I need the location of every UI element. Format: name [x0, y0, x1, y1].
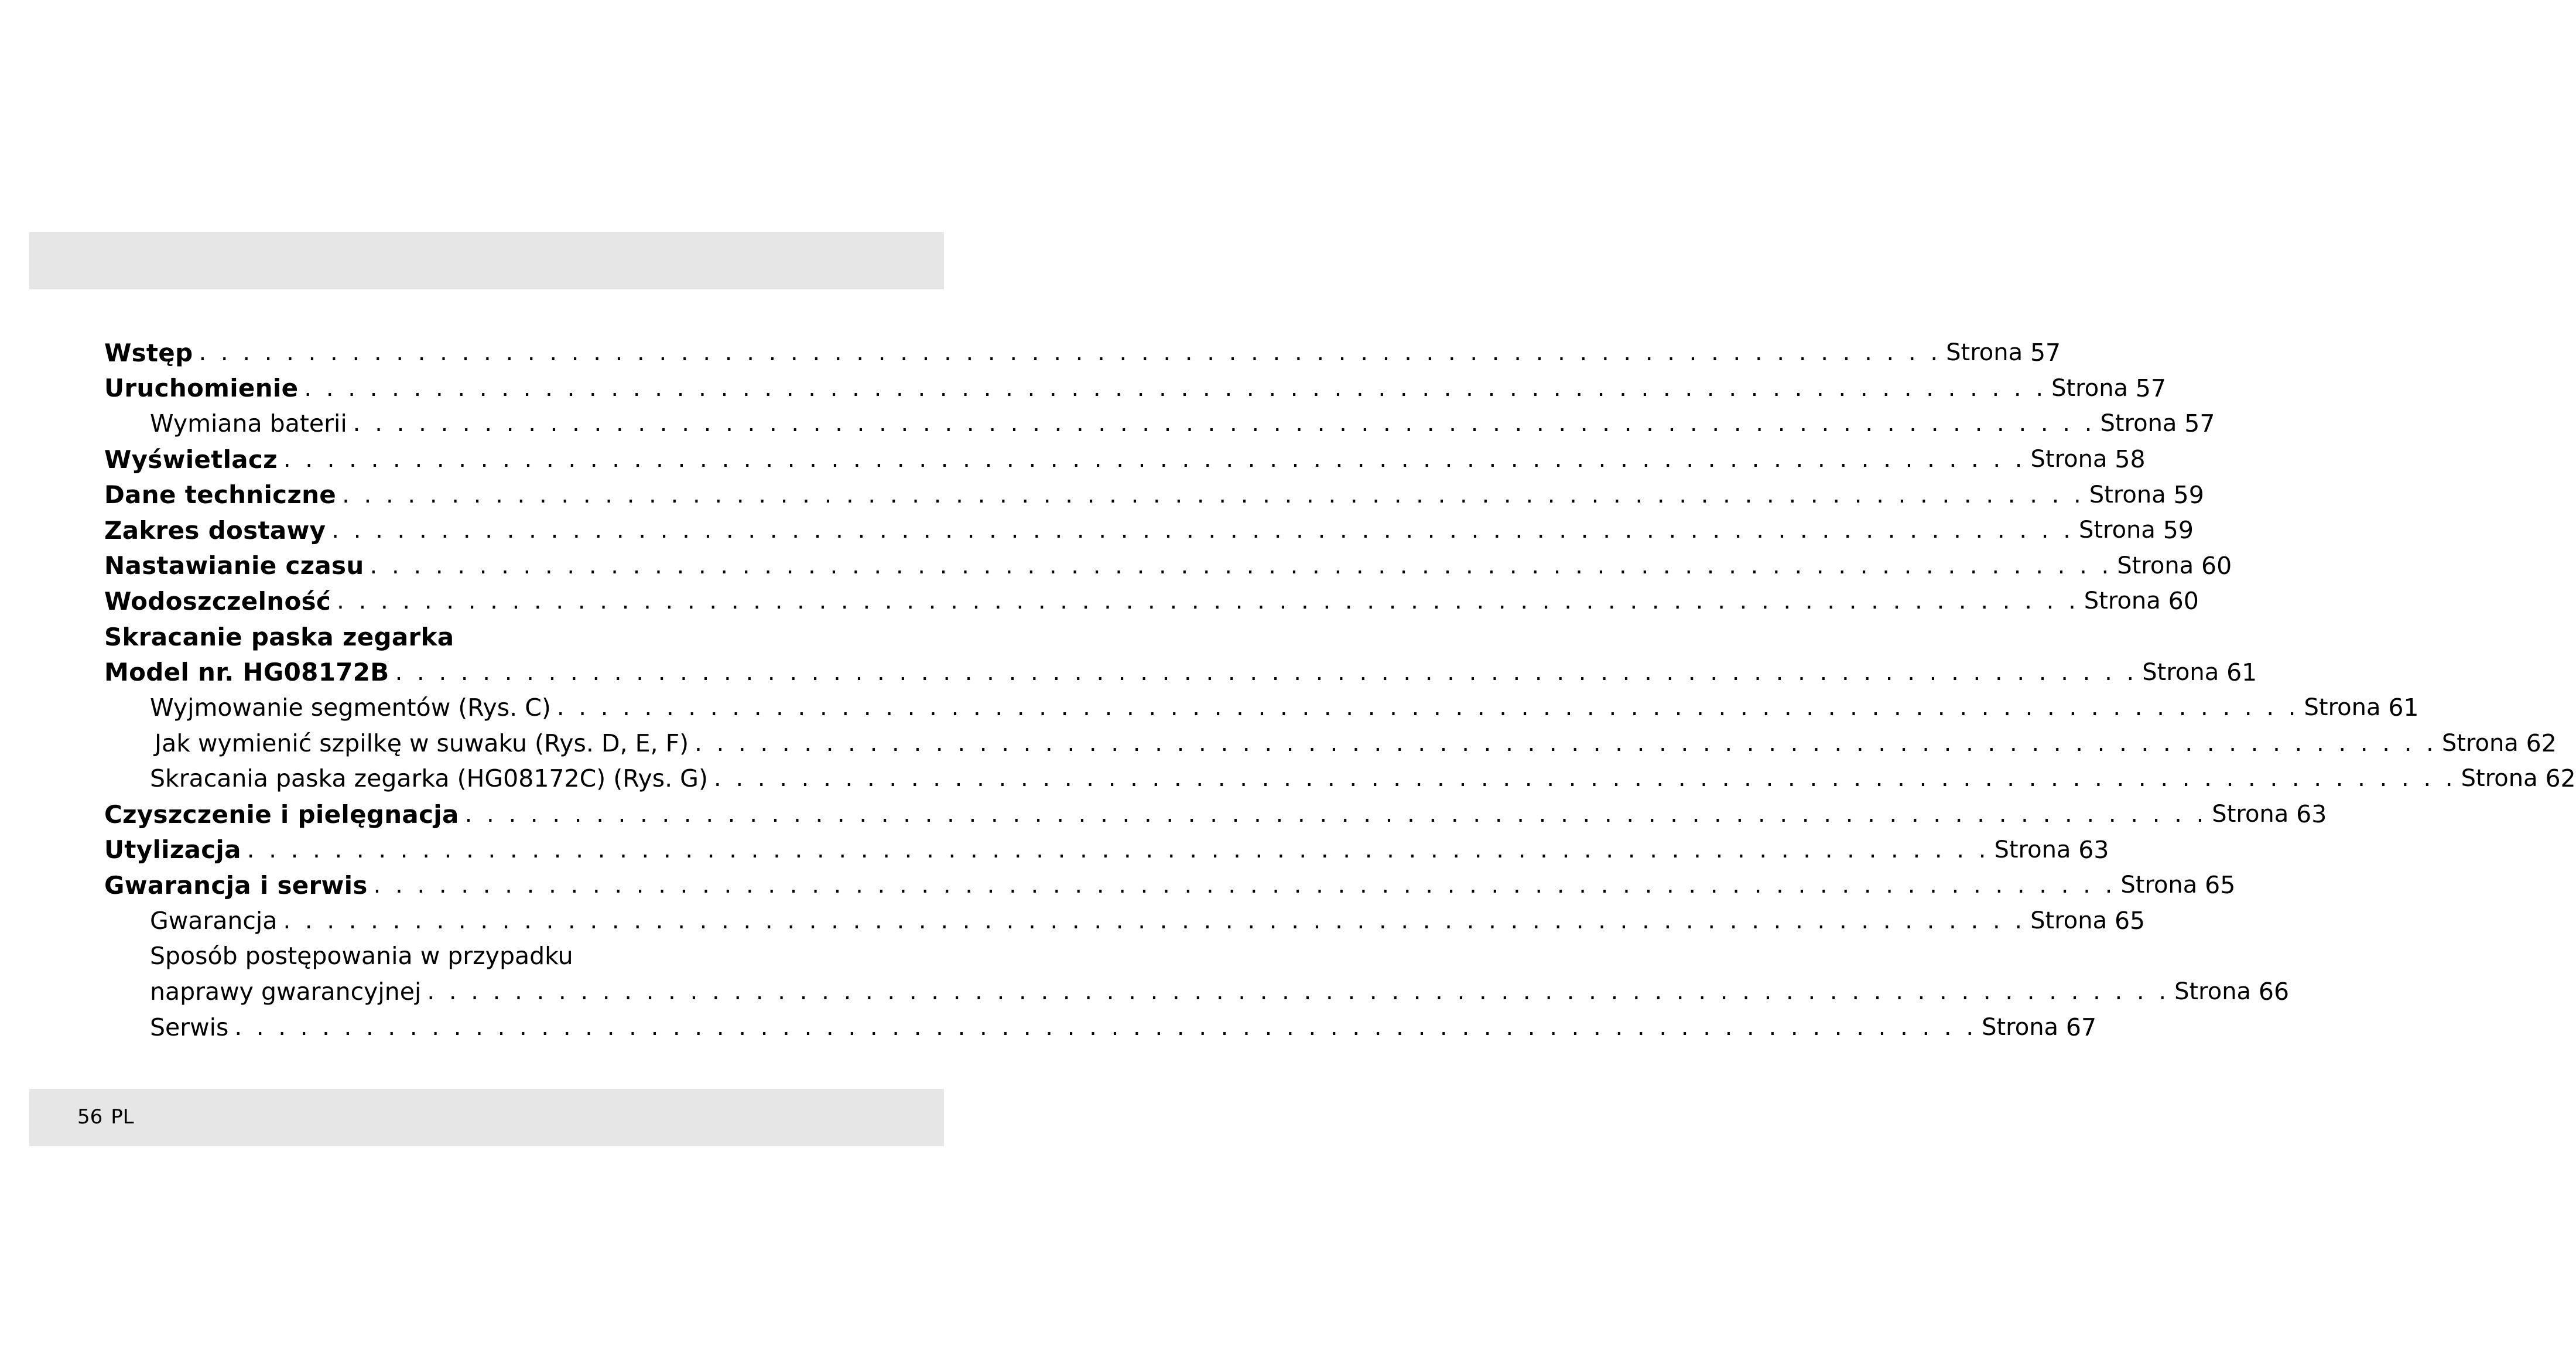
toc-entry-label: Strona	[2142, 658, 2219, 686]
toc-entry-label: Strona	[2084, 587, 2161, 615]
toc-entry-label: Strona	[2030, 907, 2108, 934]
toc-dot-leader: . . . . . . . . . . . . . . . . . . . . . . . . . . . . . . . . . . . . . . . . . . . . . . . . . . . . . . . . . . . . . . . . . . . . . . . . . . . . . . . .	[199, 339, 1942, 367]
toc-entry-title: Serwis	[150, 1013, 229, 1041]
toc-entry-label: Strona	[2100, 410, 2177, 438]
toc-entry-page: 57	[2184, 409, 2215, 438]
toc-dot-leader: . . . . . . . . . . . . . . . . . . . . . . . . . . . . . . . . . . . . . . . . . . . . . . . . . . . . . . . . . . . . . . . . . . . . . . . . . . . . . . . .	[713, 765, 2457, 792]
toc-entry-label: Strona	[1994, 836, 2071, 863]
toc-entry	[104, 832, 2109, 867]
toc-entry-page: 60	[2168, 587, 2199, 616]
toc-entry-title: Sposób postępowania w przypadku	[150, 942, 573, 971]
toc-entry-label: Strona	[2051, 374, 2129, 402]
toc-dot-leader: . . . . . . . . . . . . . . . . . . . . . . . . . . . . . . . . . . . . . . . . . . . . . . . . . . . . . . . . . . . . . . . . . . . . . . . . . . . . . . . .	[247, 836, 1990, 863]
toc-entry	[104, 477, 2204, 513]
toc-entry	[104, 513, 2194, 548]
toc-dot-leader: . . . . . . . . . . . . . . . . . . . . . . . . . . . . . . . . . . . . . . . . . . . . . . . . . . . . . . . . . . . . . . . . . . . . . . . . . . . . . . . .	[556, 694, 2300, 722]
toc-entry-page: 57	[2030, 339, 2061, 367]
toc-entry	[104, 974, 2290, 1010]
toc-entry	[104, 726, 2557, 761]
toc-entry-page: 61	[2388, 693, 2419, 722]
toc-dot-leader: . . . . . . . . . . . . . . . . . . . . . . . . . . . . . . . . . . . . . . . . . . . . . . . . . . . . . . . . . . . . . . . . . . . . . . . . . . . . . . . .	[427, 978, 2170, 1005]
header-band	[29, 232, 944, 289]
toc-dot-leader: . . . . . . . . . . . . . . . . . . . . . . . . . . . . . . . . . . . . . . . . . . . . . . . . . . . . . . . . . . . . . . . . . . . . . . . . . . . . . . . .	[283, 446, 2026, 473]
toc-entry-title: Zakres dostawy	[104, 515, 326, 545]
footer-language: PL	[111, 1105, 134, 1129]
toc-dot-leader: . . . . . . . . . . . . . . . . . . . . . . . . . . . . . . . . . . . . . . . . . . . . . . . . . . . . . . . . . . . . . . . . . . . . . . . . . . . . . . . .	[331, 517, 2074, 544]
toc-entry	[104, 903, 2146, 939]
toc-entry-page: 62	[2545, 764, 2576, 793]
toc-entry-label: Strona	[2174, 978, 2252, 1005]
toc-entry	[104, 371, 2167, 406]
toc-entry-page: 59	[2173, 480, 2204, 509]
toc-entry-label: Strona	[2078, 517, 2156, 544]
toc-dot-leader: . . . . . . . . . . . . . . . . . . . . . . . . . . . . . . . . . . . . . . . . . . . . . . . . . . . . . . . . . . . . . . . . . . . . . . . . . . . . . . . .	[234, 1013, 1978, 1041]
toc-entry-page: 66	[2258, 977, 2290, 1006]
toc-entry-label: Strona	[2117, 552, 2194, 579]
toc-entry-page: 63	[2078, 835, 2109, 864]
toc-entry	[104, 938, 877, 974]
toc-entry-page: 63	[2296, 800, 2327, 829]
toc-entry-title: Jak wymienić szpilkę w suwaku (Rys. D, E, F)	[155, 729, 689, 757]
toc-entry	[104, 335, 2061, 371]
toc-entry-label: Strona	[2441, 729, 2519, 757]
toc-entry	[104, 654, 2257, 690]
toc-entry	[104, 442, 2146, 477]
toc-entry-label: Strona	[2089, 481, 2166, 508]
toc-entry-label: Strona	[1982, 1013, 2059, 1041]
toc-entry	[104, 690, 2419, 726]
toc-entry-page: 59	[2163, 516, 2194, 545]
toc-entry-title: Model nr. HG08172B	[104, 658, 389, 687]
toc-entry	[104, 583, 2199, 619]
toc-entry	[104, 797, 2327, 832]
toc-dot-leader: . . . . . . . . . . . . . . . . . . . . . . . . . . . . . . . . . . . . . . . . . . . . . . . . . . . . . . . . . . . . . . . . . . . . . . . . . . . . . . . .	[337, 587, 2079, 615]
toc-dot-leader: . . . . . . . . . . . . . . . . . . . . . . . . . . . . . . . . . . . . . . . . . . . . . . . . . . . . . . . . . . . . . . . . . . . . . . . . . . . . . . . .	[464, 801, 2208, 828]
toc-entry-title: Wstęp	[104, 338, 193, 367]
toc-entry-title: Czyszczenie i pielęgnacja	[104, 800, 459, 829]
toc-entry-label: Strona	[2461, 765, 2538, 792]
toc-entry-label: Strona	[2030, 446, 2108, 473]
table-of-contents	[104, 335, 2576, 1045]
footer-page-number: 56	[77, 1105, 103, 1129]
toc-entry-page: 65	[2205, 871, 2236, 900]
toc-entry-title: Wymiana baterii	[150, 409, 347, 438]
toc-entry-page: 62	[2526, 729, 2557, 757]
toc-entry-title: Uruchomienie	[104, 374, 299, 403]
toc-entry	[104, 867, 2236, 903]
toc-entry-title: Wyświetlacz	[104, 445, 278, 474]
footer-band	[29, 1089, 944, 1146]
toc-entry	[104, 548, 2232, 584]
toc-entry-title: Wodoszczelność	[104, 586, 331, 616]
toc-dot-leader: . . . . . . . . . . . . . . . . . . . . . . . . . . . . . . . . . . . . . . . . . . . . . . . . . . . . . . . . . . . . . . . . . . . . . . . . . . . . . . . .	[373, 872, 2116, 899]
toc-entry-title: Gwarancja	[150, 906, 278, 935]
toc-dot-leader: . . . . . . . . . . . . . . . . . . . . . . . . . . . . . . . . . . . . . . . . . . . . . . . . . . . . . . . . . . . . . . . . . . . . . . . . . . . . . . . .	[695, 729, 2437, 757]
toc-dot-leader: . . . . . . . . . . . . . . . . . . . . . . . . . . . . . . . . . . . . . . . . . . . . . . . . . . . . . . . . . . . . . . . . . . . . . . . . . . . . . . . .	[395, 658, 2138, 686]
toc-entry-label: Strona	[1946, 339, 2023, 367]
toc-entry-page: 58	[2115, 445, 2146, 474]
toc-entry-title: Nastawianie czasu	[104, 551, 364, 580]
toc-dot-leader: . . . . . . . . . . . . . . . . . . . . . . . . . . . . . . . . . . . . . . . . . . . . . . . . . . . . . . . . . . . . . . . . . . . . . . . . . . . . . . . .	[353, 410, 2096, 438]
toc-entry-title: Gwarancja i serwis	[104, 870, 368, 900]
toc-entry-title: Skracanie paska zegarka	[104, 622, 454, 651]
toc-entry-page: 60	[2201, 551, 2232, 580]
toc-dot-leader: . . . . . . . . . . . . . . . . . . . . . . . . . . . . . . . . . . . . . . . . . . . . . . . . . . . . . . . . . . . . . . . . . . . . . . . . . . . . . . . .	[342, 481, 2085, 508]
toc-entry-title: Dane techniczne	[104, 480, 337, 510]
toc-entry-title: Wyjmowanie segmentów (Rys. C)	[150, 693, 551, 722]
toc-entry-page: 65	[2114, 906, 2146, 935]
footer	[77, 1105, 134, 1129]
toc-entry-page: 57	[2135, 374, 2167, 402]
toc-entry-page: 67	[2065, 1013, 2097, 1041]
toc-entry-title: Skracania paska zegarka (HG08172C) (Rys. G)	[150, 764, 708, 793]
toc-entry	[104, 761, 2576, 797]
toc-entry-title: naprawy gwarancyjnej	[150, 977, 422, 1006]
toc-dot-leader: . . . . . . . . . . . . . . . . . . . . . . . . . . . . . . . . . . . . . . . . . . . . . . . . . . . . . . . . . . . . . . . . . . . . . . . . . . . . . . . .	[283, 907, 2026, 934]
toc-entry-label: Strona	[2304, 694, 2381, 722]
toc-entry	[104, 1009, 2097, 1045]
toc-dot-leader: . . . . . . . . . . . . . . . . . . . . . . . . . . . . . . . . . . . . . . . . . . . . . . . . . . . . . . . . . . . . . . . . . . . . . . . . . . . . . . . .	[370, 552, 2113, 579]
toc-entry-title: Utylizacja	[104, 835, 241, 865]
toc-dot-leader: . . . . . . . . . . . . . . . . . . . . . . . . . . . . . . . . . . . . . . . . . . . . . . . . . . . . . . . . . . . . . . . . . . . . . . . . . . . . . . . .	[304, 374, 2047, 402]
toc-entry-label: Strona	[2212, 801, 2289, 828]
toc-entry	[104, 406, 2215, 442]
toc-entry-label: Strona	[2120, 872, 2198, 899]
toc-entry-page: 61	[2226, 658, 2257, 686]
toc-entry	[104, 619, 877, 655]
